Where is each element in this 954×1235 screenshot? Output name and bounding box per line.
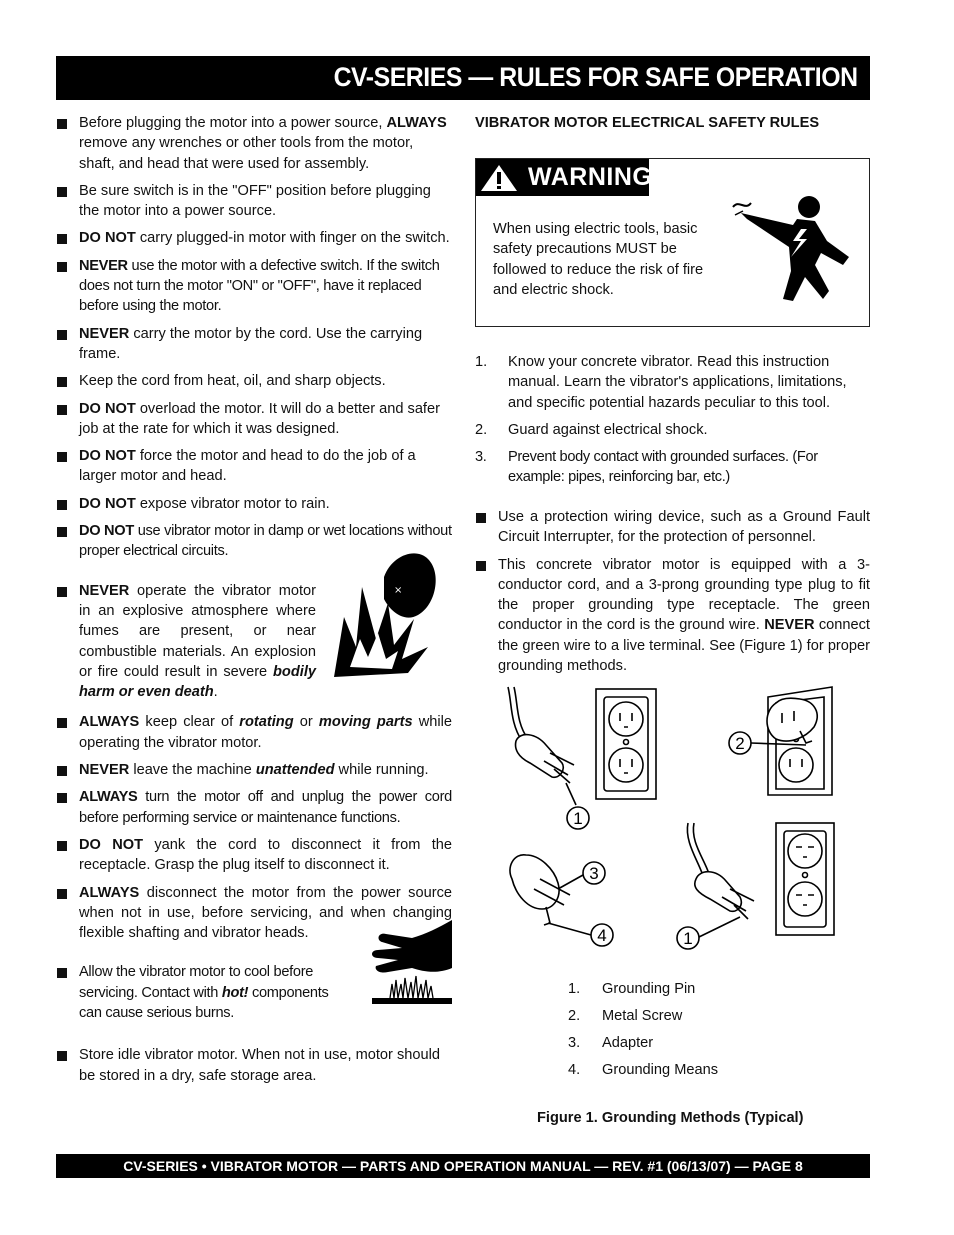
explosion-rule [56, 581, 316, 703]
rule-text: while running. [334, 762, 429, 779]
legend-item [568, 1057, 718, 1084]
rule-text: Be sure switch is in the "OFF" position before plugging the motor into a power source. [79, 182, 431, 220]
numbered-safety-list [475, 352, 870, 495]
emphasis-bold: DO NOT [79, 448, 136, 465]
hot-rule [56, 962, 329, 1023]
rule-text [79, 714, 452, 750]
page-title: CV-SERIES — RULES FOR SAFE OPERATION [333, 62, 858, 92]
emphasis-bold: ALWAYS [386, 115, 447, 131]
rule-text [79, 837, 452, 873]
legend-label: Metal Screw [602, 1008, 683, 1024]
warning-text [493, 219, 708, 300]
electric-shock-person-icon [731, 195, 856, 307]
safety-rule [56, 399, 452, 440]
rule-text: . [213, 684, 218, 701]
rule-text: disconnect the motor from the power source when not in use, before servicing, and when changing flexible shafting and vibrator heads. [79, 884, 452, 942]
safety-rule [475, 507, 870, 548]
bullet-square [57, 527, 67, 537]
item-number: 2. [475, 421, 488, 438]
rule-text: turn the motor off and unplug the power cord before performing service or maintenance functions. [79, 789, 452, 826]
rule-text [79, 448, 416, 484]
figure-legend [568, 976, 718, 1084]
bullet-square [57, 234, 67, 244]
right-rules-list [475, 507, 870, 683]
bullet-square [57, 452, 67, 462]
emphasis-bold: ALWAYS [79, 884, 140, 901]
rule-text: connect the green wire to a live terminal. See (Figure 1) for proper grounding methods. [498, 617, 870, 675]
bullet-square [57, 330, 67, 340]
safety-rule [56, 371, 452, 391]
safety-rule [56, 787, 452, 828]
rule-text: while operating the vibrator motor. [79, 714, 452, 751]
rule-text: use vibrator motor in damp or wet locations without proper electrical circuits. [79, 523, 452, 560]
item-number: 3. [475, 449, 487, 466]
legend-label: Adapter [602, 1035, 654, 1051]
left-rules-list-2 [56, 712, 452, 943]
rule-text [79, 258, 440, 315]
callout-2: 2 [735, 734, 745, 753]
safety-rule [56, 446, 452, 487]
emphasis-bold: DO NOT [79, 230, 136, 247]
item-number: 1. [475, 354, 488, 370]
rule-text [79, 789, 452, 825]
warning-banner [476, 159, 653, 196]
emphasis-bold: DO NOT [79, 495, 136, 512]
safety-rule [56, 113, 452, 174]
explosion-rule-text [79, 583, 316, 700]
emphasis-bold: ALWAYS [79, 714, 140, 731]
emphasis-bold: NEVER [79, 762, 130, 779]
rule-text [498, 557, 870, 674]
item-text: Know your concrete vibrator. Read this instruction manual. Learn the vibrator's applications, limitations, and specific potential hazards peculiar to this tool. [508, 354, 847, 411]
rule-text: remove any wrenches or other tools from the motor, shaft, and head that were used for assembly. [79, 135, 414, 172]
safety-rule [56, 760, 452, 780]
rule-text: keep clear of [139, 714, 240, 731]
rule-text: Store idle vibrator motor. When not in use, motor should be stored in a dry, safe storage area. [79, 1047, 440, 1084]
callout-1-top: 1 [573, 809, 583, 828]
bullet-square [57, 587, 67, 597]
store-rule [56, 1045, 452, 1086]
rule-text: Use a protection wiring device, such as a Ground Fault Circuit Interrupter, for the protection of personnel. [498, 509, 870, 546]
emphasis-bold: DO NOT [79, 523, 134, 540]
hot-hand-icon [368, 918, 454, 1006]
warning-word: WARNING [528, 163, 653, 191]
legend-number: 3. [568, 1035, 581, 1051]
left-rules-list [56, 113, 452, 562]
rule-text: components can cause serious burns. [79, 984, 329, 1021]
callout-3: 3 [589, 864, 599, 883]
emphasis-bold: NEVER [79, 325, 130, 342]
bullet-square [476, 513, 486, 523]
bullet-square [57, 500, 67, 510]
emphasis-bold-italic: unattended [255, 762, 335, 779]
emphasis-bold-italic: bodily harm or even death [79, 663, 316, 701]
bullet-square [57, 119, 67, 129]
warning-box [475, 158, 870, 327]
rule-text [79, 326, 422, 362]
safety-rule [56, 835, 452, 876]
emphasis-bold: DO NOT [79, 400, 136, 417]
rule-text: operate the vibrator motor in an explosive atmosphere where fumes are present, or near combustible materials. An explosion or fire could result in severe [79, 582, 316, 680]
safety-rule [56, 494, 452, 514]
emphasis-bold: NEVER [79, 257, 128, 274]
figure-caption: Figure 1. Grounding Methods (Typical) [537, 1110, 804, 1126]
store-rule-text [79, 1047, 440, 1083]
numbered-item [475, 352, 870, 413]
legend-item [568, 1003, 718, 1030]
hot-rule-text [79, 964, 328, 1021]
legend-number: 1. [568, 981, 581, 997]
rule-text [79, 762, 429, 778]
right-column [475, 113, 870, 133]
rule-text [79, 183, 431, 219]
rule-text [498, 509, 870, 545]
rule-text: leave the machine [129, 762, 256, 779]
safety-rule [56, 228, 452, 248]
rule-text [79, 230, 450, 246]
bullet-square [57, 793, 67, 803]
svg-text:×: × [394, 585, 403, 596]
bullet-square [57, 405, 67, 415]
legend-item [568, 976, 718, 1003]
bullet-square [57, 766, 67, 776]
rule-text: Keep the cord from heat, oil, and sharp objects. [79, 373, 386, 390]
safety-rule [56, 181, 452, 222]
bullet-square [57, 187, 67, 197]
rule-text: carry plugged-in motor with finger on the switch. [135, 230, 450, 247]
safety-rule [56, 712, 452, 753]
numbered-item [475, 420, 870, 440]
legend-number: 4. [568, 1062, 581, 1078]
rule-text: When using electric tools, basic safety precautions [493, 221, 698, 258]
bullet-square [57, 377, 67, 387]
bullet-square [57, 841, 67, 851]
emphasis-bold: NEVER [79, 582, 130, 599]
legend-label: Grounding Pin [602, 981, 696, 997]
safety-rule [56, 324, 452, 365]
rule-text: yank the cord to disconnect it from the receptacle. Grasp the plug itself to disconnect it. [79, 836, 452, 874]
emphasis-bold-italic: moving parts [318, 714, 413, 731]
rule-text: or [293, 714, 319, 731]
rule-text: use the motor with a defective switch. If the switch does not turn the motor "ON" or "OFF", have it replaced before using the motor. [79, 257, 440, 315]
legend-item [568, 1030, 718, 1057]
rule-text [79, 373, 386, 389]
bullet-square [57, 968, 67, 978]
explosion-icon [332, 547, 444, 679]
rule-text: expose vibrator motor to rain. [135, 495, 330, 512]
section-title: VIBRATOR MOTOR ELECTRICAL SAFETY RULES [475, 115, 820, 131]
bullet-square [57, 889, 67, 899]
numbered-item [475, 447, 870, 488]
emphasis-bold-italic: hot! [221, 984, 249, 1001]
rule-text: This concrete vibrator motor is equipped with a 3-conductor cord, and a 3-prong grounding type plug to fit the proper grounding type receptacle. The green conductor in the cord is the ground wire. [498, 556, 870, 634]
emphasis-bold: ALWAYS [79, 789, 138, 806]
bullet-square [57, 1051, 67, 1061]
emphasis-bold: MUST [615, 241, 657, 258]
emphasis-bold: DO NOT [79, 836, 144, 853]
legend-number: 2. [568, 1008, 581, 1024]
grounding-methods-figure [500, 683, 840, 953]
bullet-square [57, 262, 67, 272]
item-text: Prevent body contact with grounded surfaces. (For example: pipes, reinforcing bar, etc.) [508, 449, 818, 486]
page-header [56, 56, 870, 100]
emphasis-bold: NEVER [764, 617, 815, 634]
item-text: Guard against electrical shock. [508, 421, 708, 438]
rule-text: Before plugging the motor into a power source, [79, 115, 387, 131]
safety-rule [56, 256, 452, 317]
rule-text [79, 115, 447, 172]
rule-text: Allow the vibrator motor to cool before servicing. Contact with [79, 964, 314, 1001]
rule-text [79, 401, 440, 437]
bullet-square [57, 718, 67, 728]
page-footer: CV-SERIES • VIBRATOR MOTOR — PARTS AND OPERATION MANUAL — REV. #1 (06/13/07) — PAGE 8 [56, 1154, 870, 1178]
callout-4: 4 [597, 926, 607, 945]
bullet-square [476, 561, 486, 571]
rule-text [79, 496, 330, 512]
rule-text: carry the motor by the cord. Use the carrying frame. [79, 325, 423, 362]
rule-text: be followed to reduce the risk of fire and electric shock. [493, 241, 704, 298]
legend-label: Grounding Means [602, 1062, 719, 1078]
safety-rule [475, 555, 870, 677]
emphasis-bold-italic: rotating [239, 714, 294, 731]
rule-text: force the motor and head to do the job of a larger motor and head. [79, 448, 416, 485]
rule-text: overload the motor. It will do a better and safer job at the rate for which it was designed. [79, 400, 440, 437]
warning-triangle-icon [479, 163, 519, 193]
callout-1-bottom: 1 [683, 929, 693, 948]
